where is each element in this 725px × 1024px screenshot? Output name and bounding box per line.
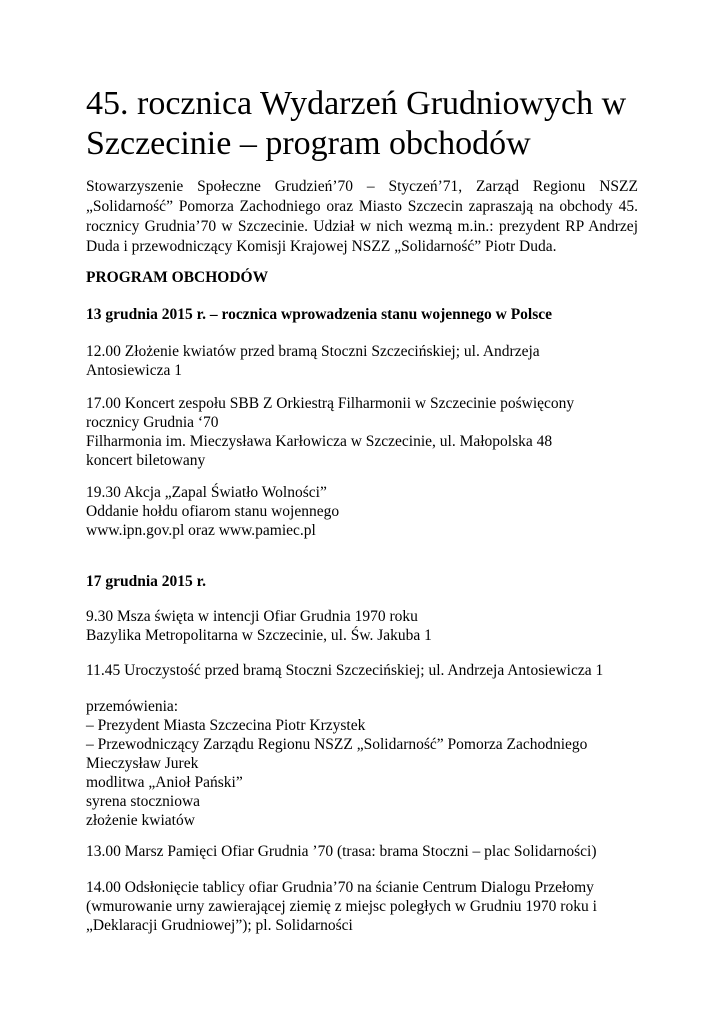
event-line: 13.00 Marsz Pamięci Ofiar Grudnia ’70 (trasa: brama Stoczni – plac Solidarności) — [86, 843, 597, 860]
event-line: Antosiewicza 1 — [86, 362, 182, 379]
day2-event-march — [86, 842, 597, 861]
day2-event-plaque — [86, 878, 597, 935]
event-line: – Prezydent Miasta Szczecina Piotr Krzystek — [86, 717, 366, 734]
intro-paragraph — [86, 177, 638, 257]
event-line: (wmurowanie urny zawierającej ziemię z miejsc poległych w Grudniu 1970 roku i — [86, 898, 597, 915]
title-line: 45. rocznica Wydarzeń Grudniowych w — [86, 85, 627, 122]
day1-event-light — [86, 483, 339, 540]
day2-event-mass — [86, 607, 432, 645]
program-heading: PROGRAM OBCHODÓW — [86, 269, 269, 286]
page-title — [86, 84, 646, 164]
event-line: rocznicy Grudnia ‘70 — [86, 414, 219, 431]
intro-line: „Solidarność” Pomorza Zachodniego oraz Miasto Szczecin zapraszają na obchody 45. — [86, 198, 638, 215]
event-line: przemówienia: — [86, 698, 179, 715]
event-line: koncert biletowany — [86, 452, 206, 469]
event-line: 17.00 Koncert zespołu SBB Z Orkiestrą Filharmonii w Szczecinie poświęcony — [86, 395, 575, 412]
event-line: 19.30 Akcja „Zapal Światło Wolności” — [86, 484, 327, 501]
day2-event-speeches — [86, 697, 587, 830]
event-line: Mieczysław Jurek — [86, 755, 199, 772]
event-line: złożenie kwiatów — [86, 812, 195, 829]
title-line: Szczecinie – program obchodów — [86, 125, 531, 162]
intro-line: rocznicy Grudnia’70 w Szczecinie. Udział w nich wezmą m.in.: prezydent RP Andrzej — [86, 218, 638, 235]
event-line: Oddanie hołdu ofiarom stanu wojennego — [86, 503, 340, 520]
intro-line: Stowarzyszenie Społeczne Grudzień’70 – Styczeń’71, Zarząd Regionu NSZZ — [86, 178, 638, 195]
event-line: 14.00 Odsłonięcie tablicy ofiar Grudnia’70 na ścianie Centrum Dialogu Przełomy — [86, 879, 594, 896]
event-line: Filharmonia im. Mieczysława Karłowicza w Szczecinie, ul. Małopolska 48 — [86, 433, 553, 450]
event-line: – Przewodniczący Zarządu Regionu NSZZ „Solidarność” Pomorza Zachodniego — [86, 736, 588, 753]
event-line: Bazylika Metropolitarna w Szczecinie, ul. Św. Jakuba 1 — [86, 627, 432, 644]
day2-heading: 17 grudnia 2015 r. — [86, 573, 207, 590]
day1-heading: 13 grudnia 2015 r. – rocznica wprowadzenia stanu wojennego w Polsce — [86, 306, 553, 323]
event-line: 12.00 Złożenie kwiatów przed bramą Stoczni Szczecińskiej; ul. Andrzeja — [86, 343, 540, 360]
event-line: www.ipn.gov.pl oraz www.pamiec.pl — [86, 522, 316, 539]
event-line: 9.30 Msza święta w intencji Ofiar Grudnia 1970 roku — [86, 608, 418, 625]
event-line: syrena stoczniowa — [86, 793, 201, 810]
event-line: modlitwa „Anioł Pański” — [86, 774, 243, 791]
day1-event-flowers — [86, 342, 540, 380]
intro-line: Duda i przewodniczący Komisji Krajowej NSZZ „Solidarność” Piotr Duda. — [86, 238, 557, 255]
day2-event-ceremony — [86, 661, 603, 680]
event-line: 11.45 Uroczystość przed bramą Stoczni Szczecińskiej; ul. Andrzeja Antosiewicza 1 — [86, 662, 604, 679]
day1-event-concert — [86, 394, 574, 470]
event-line: „Deklaracji Grudniowej”); pl. Solidarności — [86, 917, 353, 934]
